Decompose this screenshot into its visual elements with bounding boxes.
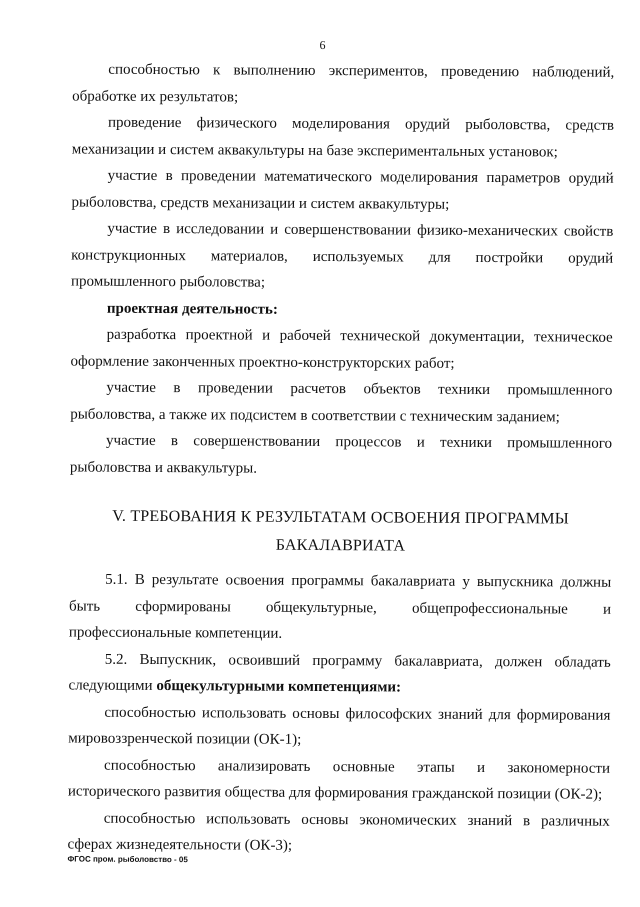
competency-item: способностью анализировать основные этапы и закономерности исторического развития общества для формирования гражданской позиции (ОК-2);	[67, 757, 611, 803]
paragraph: участие в проведении математического моделирования параметров орудий рыболовства, средств механизации и систем аквакультуры;	[71, 167, 614, 213]
document-body	[68, 56, 615, 861]
paragraph: участие в совершенствовании процессов и техники промышленного рыболовства и аквакультуры.	[69, 432, 613, 477]
competency-item: способностью использовать основы философских знаний для формирования мировоззренческой позиции (ОК-1);	[68, 704, 611, 748]
paragraph: способностью к выполнению экспериментов, проведению наблюдений, обработке их результатов;	[72, 61, 615, 105]
paragraph: участие в исследовании и совершенствовании физико-механических свойств конструкционных материалов, используемых для постройки орудий промышленного рыболовства;	[70, 220, 614, 291]
paragraph-5-2	[68, 646, 610, 702]
section-title-line: V. ТРЕБОВАНИЯ К РЕЗУЛЬТАТАМ ОСВОЕНИЯ ПРОГРАММЫ	[112, 507, 569, 528]
section-title-line: БАКАЛАВРИАТА	[275, 536, 406, 555]
paragraph-5-1: 5.1. В результате освоения программы бакалавриата у выпускника должны быть сформированы общекультурные, общепрофессиональные и профессиональные компетенции.	[68, 571, 612, 642]
design-activity-heading-text: проектная деятельность:	[106, 300, 278, 318]
competency-item: способностью использовать основы экономических знаний в различных сферах жизнедеятельности (ОК-3);	[67, 810, 610, 854]
footer-label: ФГОС пром. рыболовство - 05	[67, 854, 188, 865]
paragraph: разработка проектной и рабочей технической документации, техническое оформление законченных проектно-конструкторских работ;	[70, 326, 613, 372]
paragraph-5-2-text: 5.2. Выпускник, освоивший программу бакалавриата, должен обладать следующими	[68, 651, 611, 695]
paragraph: участие в проведении расчетов объектов техники промышленного рыболовства, а также их подсистем в соответствии с техническим заданием;	[70, 379, 613, 425]
page-number: 6	[319, 37, 326, 53]
section-title	[69, 502, 611, 561]
design-activity-heading	[71, 295, 613, 325]
general-cultural-competencies-label: общекультурными компетенциями:	[156, 678, 402, 696]
paragraph: проведение физического моделирования орудий рыболовства, средств механизации и систем аквакультуры на базе экспериментальных установок;	[71, 114, 615, 160]
